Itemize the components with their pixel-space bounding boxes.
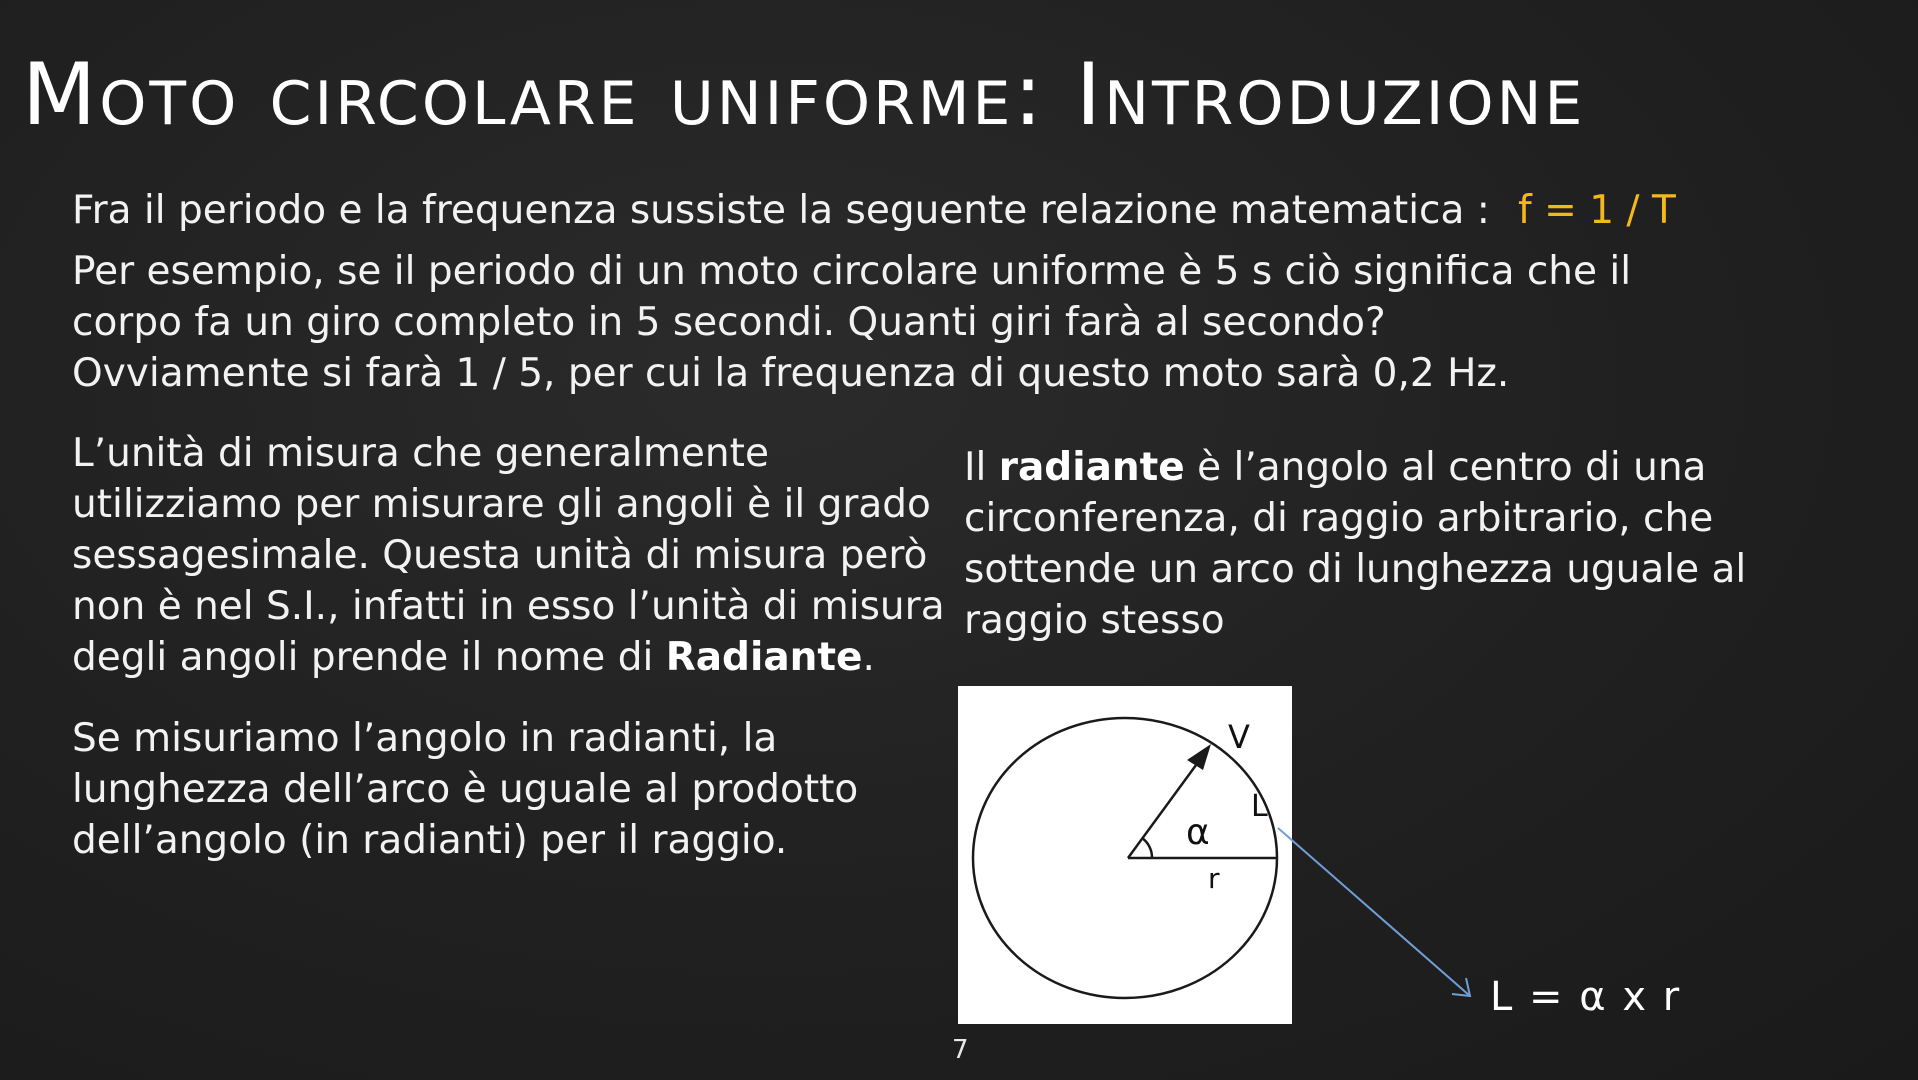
radiant-definition-paragraph [964, 442, 1754, 646]
angle-unit-end: . [862, 635, 875, 680]
radiant-definition-text: è l’angolo al centro di una circonferenza, di raggio arbitrario, che sottende un arco di lunghezza uguale al raggio stesso [964, 445, 1747, 643]
page-number: 7 [952, 1035, 969, 1065]
arc-pointer-arrowhead [1452, 978, 1470, 996]
circle-diagram [958, 686, 1292, 1024]
velocity-label: V [1228, 718, 1250, 756]
angle-unit-paragraph [72, 428, 952, 683]
example-paragraph: Per esempio, se il periodo di un moto circolare uniforme è 5 s ciò significa che il corpo fa un giro completo in 5 secondi. Quanti giri farà al secondo? Ovviamente si farà 1 / 5, per cui la frequenza di questo moto sarà 0,2 Hz. [72, 249, 1632, 396]
angle-arc [1142, 838, 1152, 858]
velocity-arrowhead [1187, 744, 1211, 770]
angle-unit-text: L’unità di misura che generalmente utilizziamo per misurare gli angoli è il grado sessagesimale. Questa unità di misura però non è nel S.I., infatti in esso l’unità di misura degli angoli prende il nome di [72, 431, 945, 680]
arc-pointer-arrow [1278, 828, 1470, 996]
arc-label: L [1251, 789, 1268, 824]
slide-title: Moto circolare uniforme: Introduzione [22, 45, 1586, 145]
radiant-definition-intro: Il [964, 445, 999, 490]
radius-label: r [1208, 862, 1220, 895]
frequency-formula: f = 1 / T [1518, 188, 1676, 233]
radiant-term-bold: Radiante [665, 635, 863, 680]
arc-length-paragraph: Se misuriamo l’angolo in radianti, la lunghezza dell’arco è uguale al prodotto dell’angolo (in radianti) per il raggio. [72, 716, 859, 863]
radiant-definition-term: radiante [998, 445, 1185, 490]
arc-length-formula: L = α x r [1490, 974, 1682, 1020]
alpha-label: α [1186, 812, 1210, 853]
circle-diagram-svg [958, 686, 1292, 1024]
frequency-relation-text: Fra il periodo e la frequenza sussiste la seguente relazione matematica : [72, 188, 1490, 233]
